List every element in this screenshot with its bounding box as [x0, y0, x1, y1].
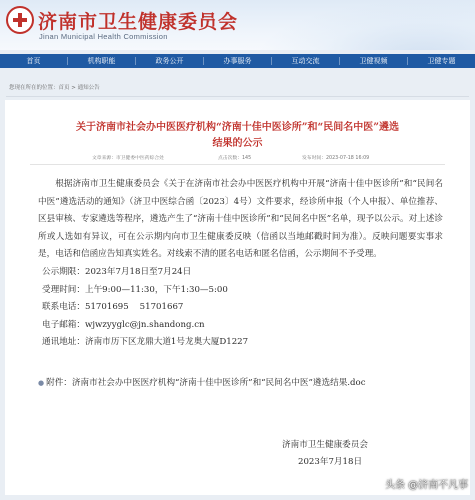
period-value: 2023年7月18日至7月24日	[84, 266, 192, 277]
commission-logo-icon[interactable]	[6, 6, 34, 34]
nav-item-video[interactable]: 卫健视频	[359, 57, 388, 65]
email-value: wjwzyyglc@jn.shandong.cn	[84, 319, 205, 330]
site-header	[0, 0, 475, 50]
hours-label: 受理时间：	[42, 284, 85, 295]
header-decoration	[255, 0, 475, 50]
paperclip-icon: ●	[38, 379, 45, 387]
meta-views: 点击次数：145	[218, 156, 252, 161]
phone-row	[38, 299, 443, 317]
hours-row	[38, 282, 443, 300]
body-paragraph: 根据济南市卫生健康委员会《关于在济南市社会办中医医疗机构中开展“济南十佳中医诊所”和“民间名中医”遴选活动的通知》（济卫中医综合函〔2023〕4号）文件要求，经诊所申报（个人申报）、单位推荐、区县审核、专家遴选等程序，遴选产生了“济南十佳中医诊所”和“民间名中医”名单，现予以公示。对上述诊所或人选如有异议，可在公示期内向市卫生健康委反映（信函以当地邮戳时间为准）。反映问题要实事求是，电话和信函应告知真实姓名。对线索不清的匿名电话和匿名信函，公示期间不予受理。	[38, 179, 443, 260]
signer: 济南市卫生健康委员会	[282, 440, 368, 450]
attachment-label: 附件：	[46, 378, 72, 388]
attachment-link[interactable]: 济南市社会办中医医疗机构“济南十佳中医诊所”和“民间名中医”遴选结果.doc	[71, 378, 366, 388]
phone-label: 联系电话：	[42, 302, 85, 313]
meta-date: 发布时间：2023-07-18 16:09	[302, 156, 370, 161]
nav-item-open-gov[interactable]: 政务公开	[155, 57, 184, 65]
hours-value: 上午9:00—11:30，下午1:30—5:00	[84, 284, 228, 295]
site-title[interactable]: 济南市卫生健康委员会	[38, 11, 239, 33]
address-row	[38, 334, 443, 352]
article-title-line-2: 结果的公示	[212, 138, 263, 149]
meta-divider	[30, 164, 445, 165]
nav-item-home[interactable]: 首页	[26, 57, 41, 65]
breadcrumb[interactable]: 您现在所在的位置：首页 > 通知公告	[9, 85, 100, 91]
nav-item-topics[interactable]: 卫健专题	[427, 57, 456, 65]
source-watermark: 头条 @济南不凡事	[385, 480, 469, 491]
main-nav	[0, 54, 475, 68]
breadcrumb-divider	[6, 96, 469, 97]
meta-source: 文章来源：市卫健委中医药综合处	[92, 156, 164, 161]
period-label: 公示期限：	[42, 266, 85, 277]
period-row	[38, 264, 443, 282]
article-meta	[0, 153, 475, 162]
article-title-line-1: 关于济南市社会办中医医疗机构“济南十佳中医诊所”和“民间名中医”遴选	[75, 122, 399, 133]
sign-date: 2023年7月18日	[298, 457, 363, 467]
article-body	[38, 176, 443, 352]
nav-item-services[interactable]: 办事服务	[223, 57, 252, 65]
email-row	[38, 317, 443, 335]
site-subtitle: Jinan Municipal Health Commission	[39, 32, 168, 41]
phone-value: 51701695 51701667	[84, 302, 184, 313]
address-label: 通讯地址：	[42, 337, 85, 348]
attachment	[38, 375, 443, 393]
address-value: 济南市历下区龙鼎大道1号龙奥大厦D1227	[84, 337, 249, 348]
email-label: 电子邮箱：	[42, 319, 85, 330]
nav-item-interaction[interactable]: 互动交流	[291, 57, 320, 65]
article-title	[0, 120, 475, 152]
nav-item-functions[interactable]: 机构职能	[87, 57, 116, 65]
